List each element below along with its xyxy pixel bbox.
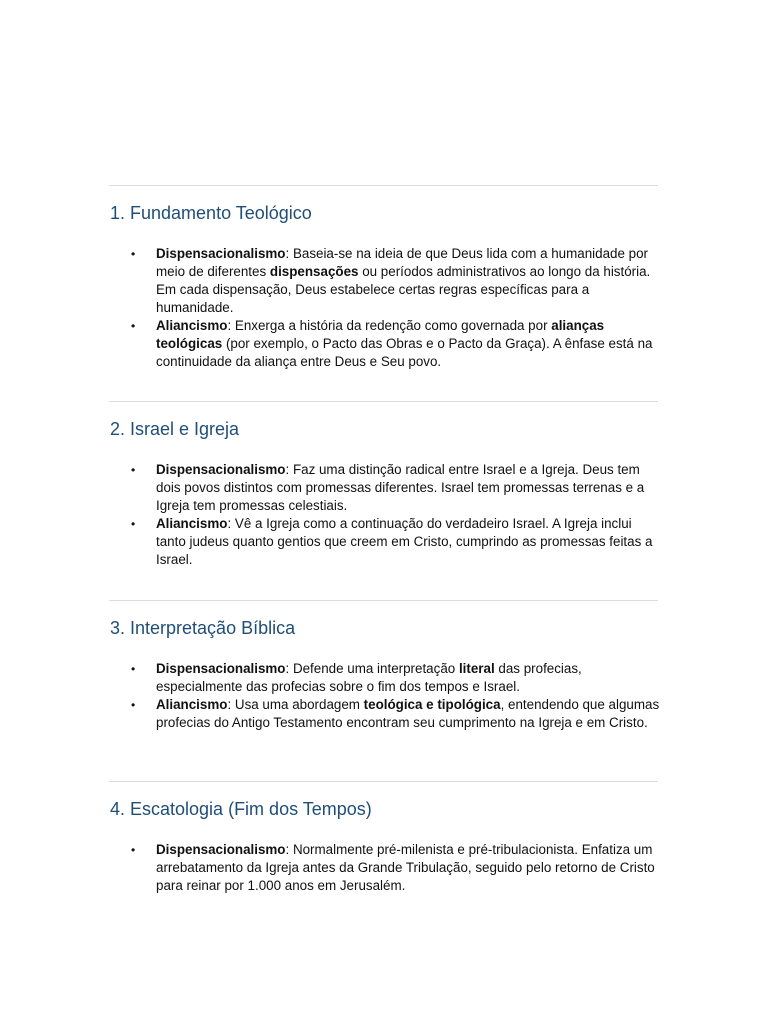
section-divider <box>109 401 658 402</box>
list-item <box>131 317 661 371</box>
bold-term: Dispensacionalismo <box>156 246 286 261</box>
bold-term: alianças teológicas <box>156 318 605 351</box>
item-text: : Enxerga a história da redenção como governada por <box>227 318 552 333</box>
list-item <box>131 245 661 317</box>
section-heading: 3. Interpretação Bíblica <box>110 618 296 638</box>
section-heading: 4. Escatologia (Fim dos Tempos) <box>110 799 372 819</box>
item-text: : Faz uma distinção radical entre Israel e a Igreja. Deus tem dois povos distintos com promessas diferentes. Israel tem promessas terrenas e a Igreja tem promessas celestiais. <box>156 462 645 513</box>
section-heading: 2. Israel e Igreja <box>110 419 240 439</box>
section-list <box>131 461 661 569</box>
bullet-icon: • <box>131 247 136 261</box>
section-list <box>131 245 661 371</box>
bullet-icon: • <box>131 463 136 477</box>
item-text: : Baseia-se na ideia de que Deus lida com a humanidade por meio de diferentes <box>156 246 649 279</box>
bold-term: dispensações <box>269 264 359 279</box>
bullet-icon: • <box>131 662 136 676</box>
item-text: : Normalmente pré-milenista e pré-tribulacionista. Enfatiza um arrebatamento da Igreja antes da Grande Tribulação, seguido pelo retorno de Cristo para reinar por 1.000 anos em Jerusalém. <box>156 842 655 893</box>
bullet-icon: • <box>131 843 136 857</box>
section-list <box>131 841 661 895</box>
item-text: : Usa uma abordagem <box>227 697 364 712</box>
bold-term: Aliancismo <box>156 697 228 712</box>
list-item <box>131 841 661 895</box>
item-text: : Vê a Igreja como a continuação do verdadeiro Israel. A Igreja inclui tanto judeus quanto gentios que creem em Cristo, cumprindo as promessas feitas a Israel. <box>156 516 653 567</box>
list-item <box>131 660 661 696</box>
list-item <box>131 461 661 515</box>
bold-term: Dispensacionalismo <box>156 661 286 676</box>
section-divider <box>109 600 658 601</box>
section-divider <box>109 185 658 186</box>
bullet-icon: • <box>131 319 136 333</box>
section-divider <box>109 781 658 782</box>
list-item <box>131 515 661 569</box>
item-text: das profecias, especialmente das profecias sobre o fim dos tempos e Israel. <box>156 661 582 694</box>
section-heading: 1. Fundamento Teológico <box>110 203 312 223</box>
bullet-icon: • <box>131 517 136 531</box>
bold-term: Dispensacionalismo <box>156 842 286 857</box>
item-text: : Defende uma interpretação <box>285 661 459 676</box>
list-item <box>131 696 661 732</box>
bold-term: teológica e tipológica <box>363 697 501 712</box>
bold-term: Dispensacionalismo <box>156 462 286 477</box>
bold-term: literal <box>458 661 495 676</box>
item-text: , entendendo que algumas profecias do Antigo Testamento encontram seu cumprimento na Igreja e em Cristo. <box>156 697 660 730</box>
bullet-icon: • <box>131 698 136 712</box>
section-list <box>131 660 661 732</box>
bold-term: Aliancismo <box>156 318 228 333</box>
bold-term: Aliancismo <box>156 516 228 531</box>
item-text: ou períodos administrativos ao longo da história. Em cada dispensação, Deus estabelece certas regras específicas para a humanidade. <box>156 264 651 315</box>
item-text: (por exemplo, o Pacto das Obras e o Pacto da Graça). A ênfase está na continuidade da aliança entre Deus e Seu povo. <box>156 336 653 369</box>
